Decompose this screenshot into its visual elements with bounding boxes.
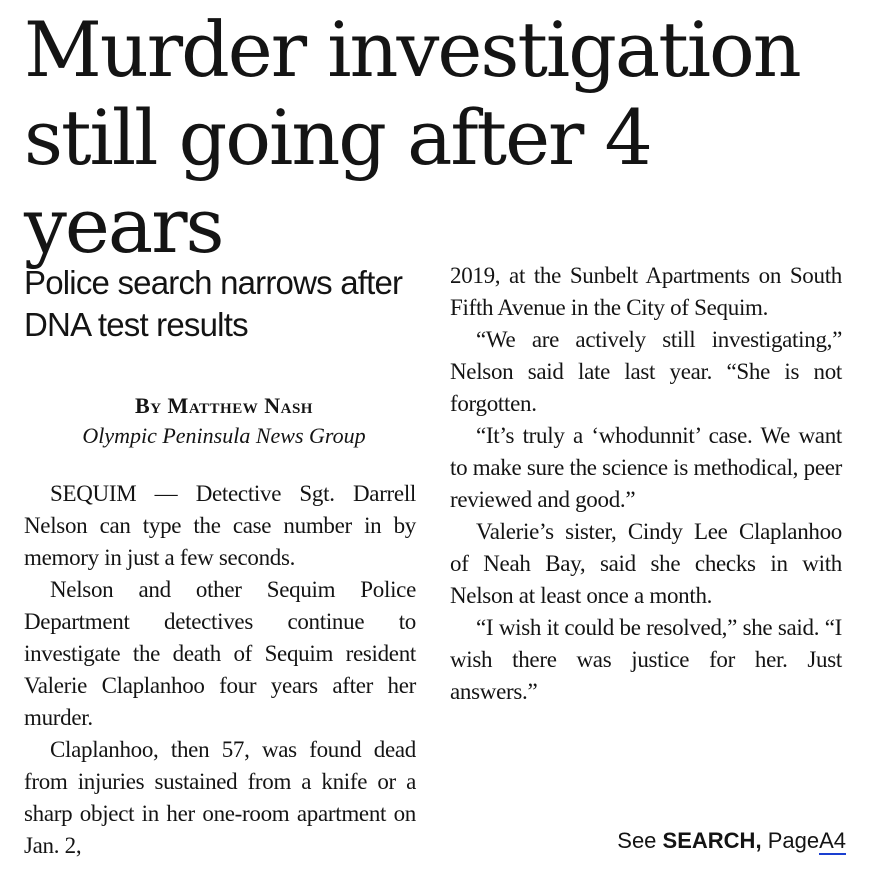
paragraph-continued: 2019, at the Sunbelt Apartments on South Fifth Avenue in the City of Sequim.: [450, 263, 842, 320]
jump-prefix: See: [617, 828, 657, 853]
subheadline: Police search narrows after DNA test results: [24, 264, 403, 343]
paragraph: “I wish it could be resolved,” she said. “I wish there was justice for her. Just answers.”: [450, 615, 842, 704]
paragraph: Nelson and other Sequim Police Department detectives continue to investigate the death of Sequim resident Valerie Claplanhoo four years after her murder.: [24, 577, 416, 730]
paragraph: “We are actively still investigating,” Nelson said late last year. “She is not forgotten.: [450, 327, 842, 416]
byline-author: By Matthew Nash: [135, 393, 313, 418]
article-column-1: [24, 478, 416, 862]
byline-block: [24, 392, 424, 450]
jump-page-label: Page: [767, 828, 820, 853]
jump-line: [617, 826, 846, 856]
paragraph: Valerie’s sister, Cindy Lee Claplanhoo of Neah Bay, said she checks in with Nelson at least once a month.: [450, 519, 842, 608]
paragraph: Claplanhoo, then 57, was found dead from injuries sustained from a knife or a sharp object in her one-room apartment on Jan. 2,: [24, 737, 416, 858]
paragraph: SEQUIM — Detective Sgt. Darrell Nelson can type the case number in by memory in just a few seconds.: [24, 481, 416, 570]
jump-page-link[interactable]: A4: [819, 828, 846, 853]
jump-keyword: SEARCH,: [662, 828, 762, 853]
headline: Murder investigation still going after 4 years: [24, 5, 800, 270]
byline-organization: Olympic Peninsula News Group: [82, 423, 366, 448]
paragraph: “It’s truly a ‘whodunnit’ case. We want to make sure the science is methodical, peer reviewed and good.”: [450, 423, 842, 512]
article-column-2: [450, 260, 842, 708]
